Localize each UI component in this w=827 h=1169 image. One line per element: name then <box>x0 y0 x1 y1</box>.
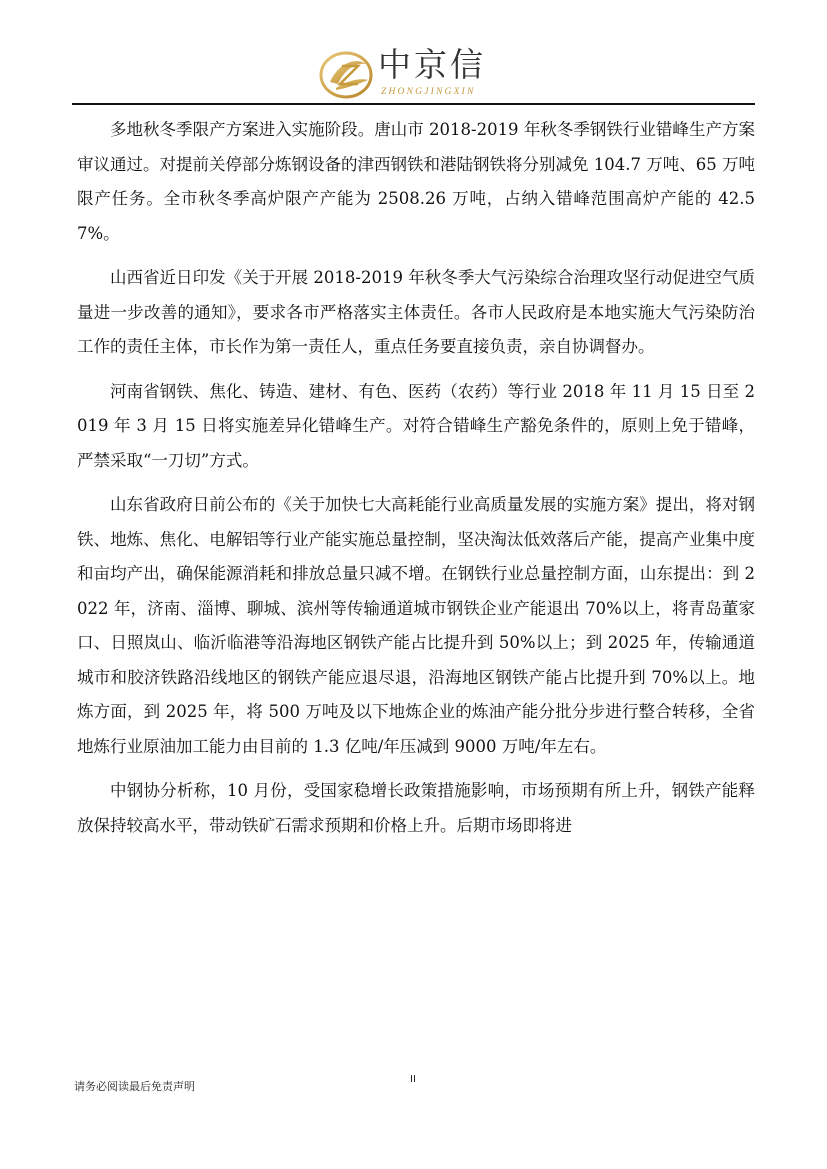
paragraph-shandong: 山东省政府日前公布的《关于加快七大高耗能行业高质量发展的实施方案》提出，将对钢铁、地炼、焦化、电解铝等行业产能实施总量控制，坚决淘汰低效落后产能，提高产业集中度和亩均产出，确保能源消耗和排放总量只减不增。在钢铁行业总量控制方面，山东提出：到 2022 年，济南、淄博、聊城、滨州等传输通道城市钢铁企业产能退出 70%以上，将青岛董家口、日照岚山、临沂临港等沿海地区钢铁产能占比提升到 50%以上；到 2025 年，传输通道城市和胶济铁路沿线地区的钢铁产能应退尽退，沿海地区钢铁产能占比提升到 70%以上。地炼方面，到 2025 年，将 500 万吨及以下地炼企业的炼油产能分批分步进行整合转移，全省地炼行业原油加工能力由目前的 1.3 亿吨/年压减到 9000 万吨/年左右。 <box>77 495 755 756</box>
page-header <box>0 0 827 110</box>
paragraph-shanxi: 山西省近日印发《关于开展 2018-2019 年秋冬季大气污染综合治理攻坚行动促进空气质量进一步改善的通知》，要求各市严格落实主体责任。各市人民政府是本地实施大气污染防治工作的责任主体，市长作为第一责任人，重点任务要直接负责，亲自协调督办。 <box>77 268 755 356</box>
zhongjingxin-logo-icon <box>318 50 378 100</box>
paragraph-henan: 河南省钢铁、焦化、铸造、建材、有色、医药（农药）等行业 2018 年 11 月 15 日至 2019 年 3 月 15 日将实施差异化错峰生产。对符合错峰生产豁免条件的，原则上免于错峰，严禁采取“一刀切”方式。 <box>77 381 755 470</box>
page-number: II <box>410 1074 416 1085</box>
article-body <box>77 113 755 853</box>
disclaimer-note: 请务必阅读最后免责声明 <box>74 1080 195 1093</box>
logo-chinese-name: 中京信 <box>378 45 486 84</box>
paragraph-tangshan: 多地秋冬季限产方案进入实施阶段。唐山市 2018-2019 年秋冬季钢铁行业错峰生产方案审议通过。对提前关停部分炼钢设备的津西钢铁和港陆钢铁将分别减免 104.7 万吨、65 万吨限产任务。全市秋冬季高炉限产产能为 2508.26 万吨，占纳入错峰范围高炉产能的 42.57%。 <box>77 120 755 243</box>
header-divider <box>72 103 755 105</box>
logo-english-name: ZHONGJINGXIN <box>381 87 476 97</box>
paragraph-cisa: 中钢协分析称，10 月份，受国家稳增长政策措施影响，市场预期有所上升，钢铁产能释放保持较高水平，带动铁矿石需求预期和价格上升。后期市场即将进 <box>77 781 755 835</box>
